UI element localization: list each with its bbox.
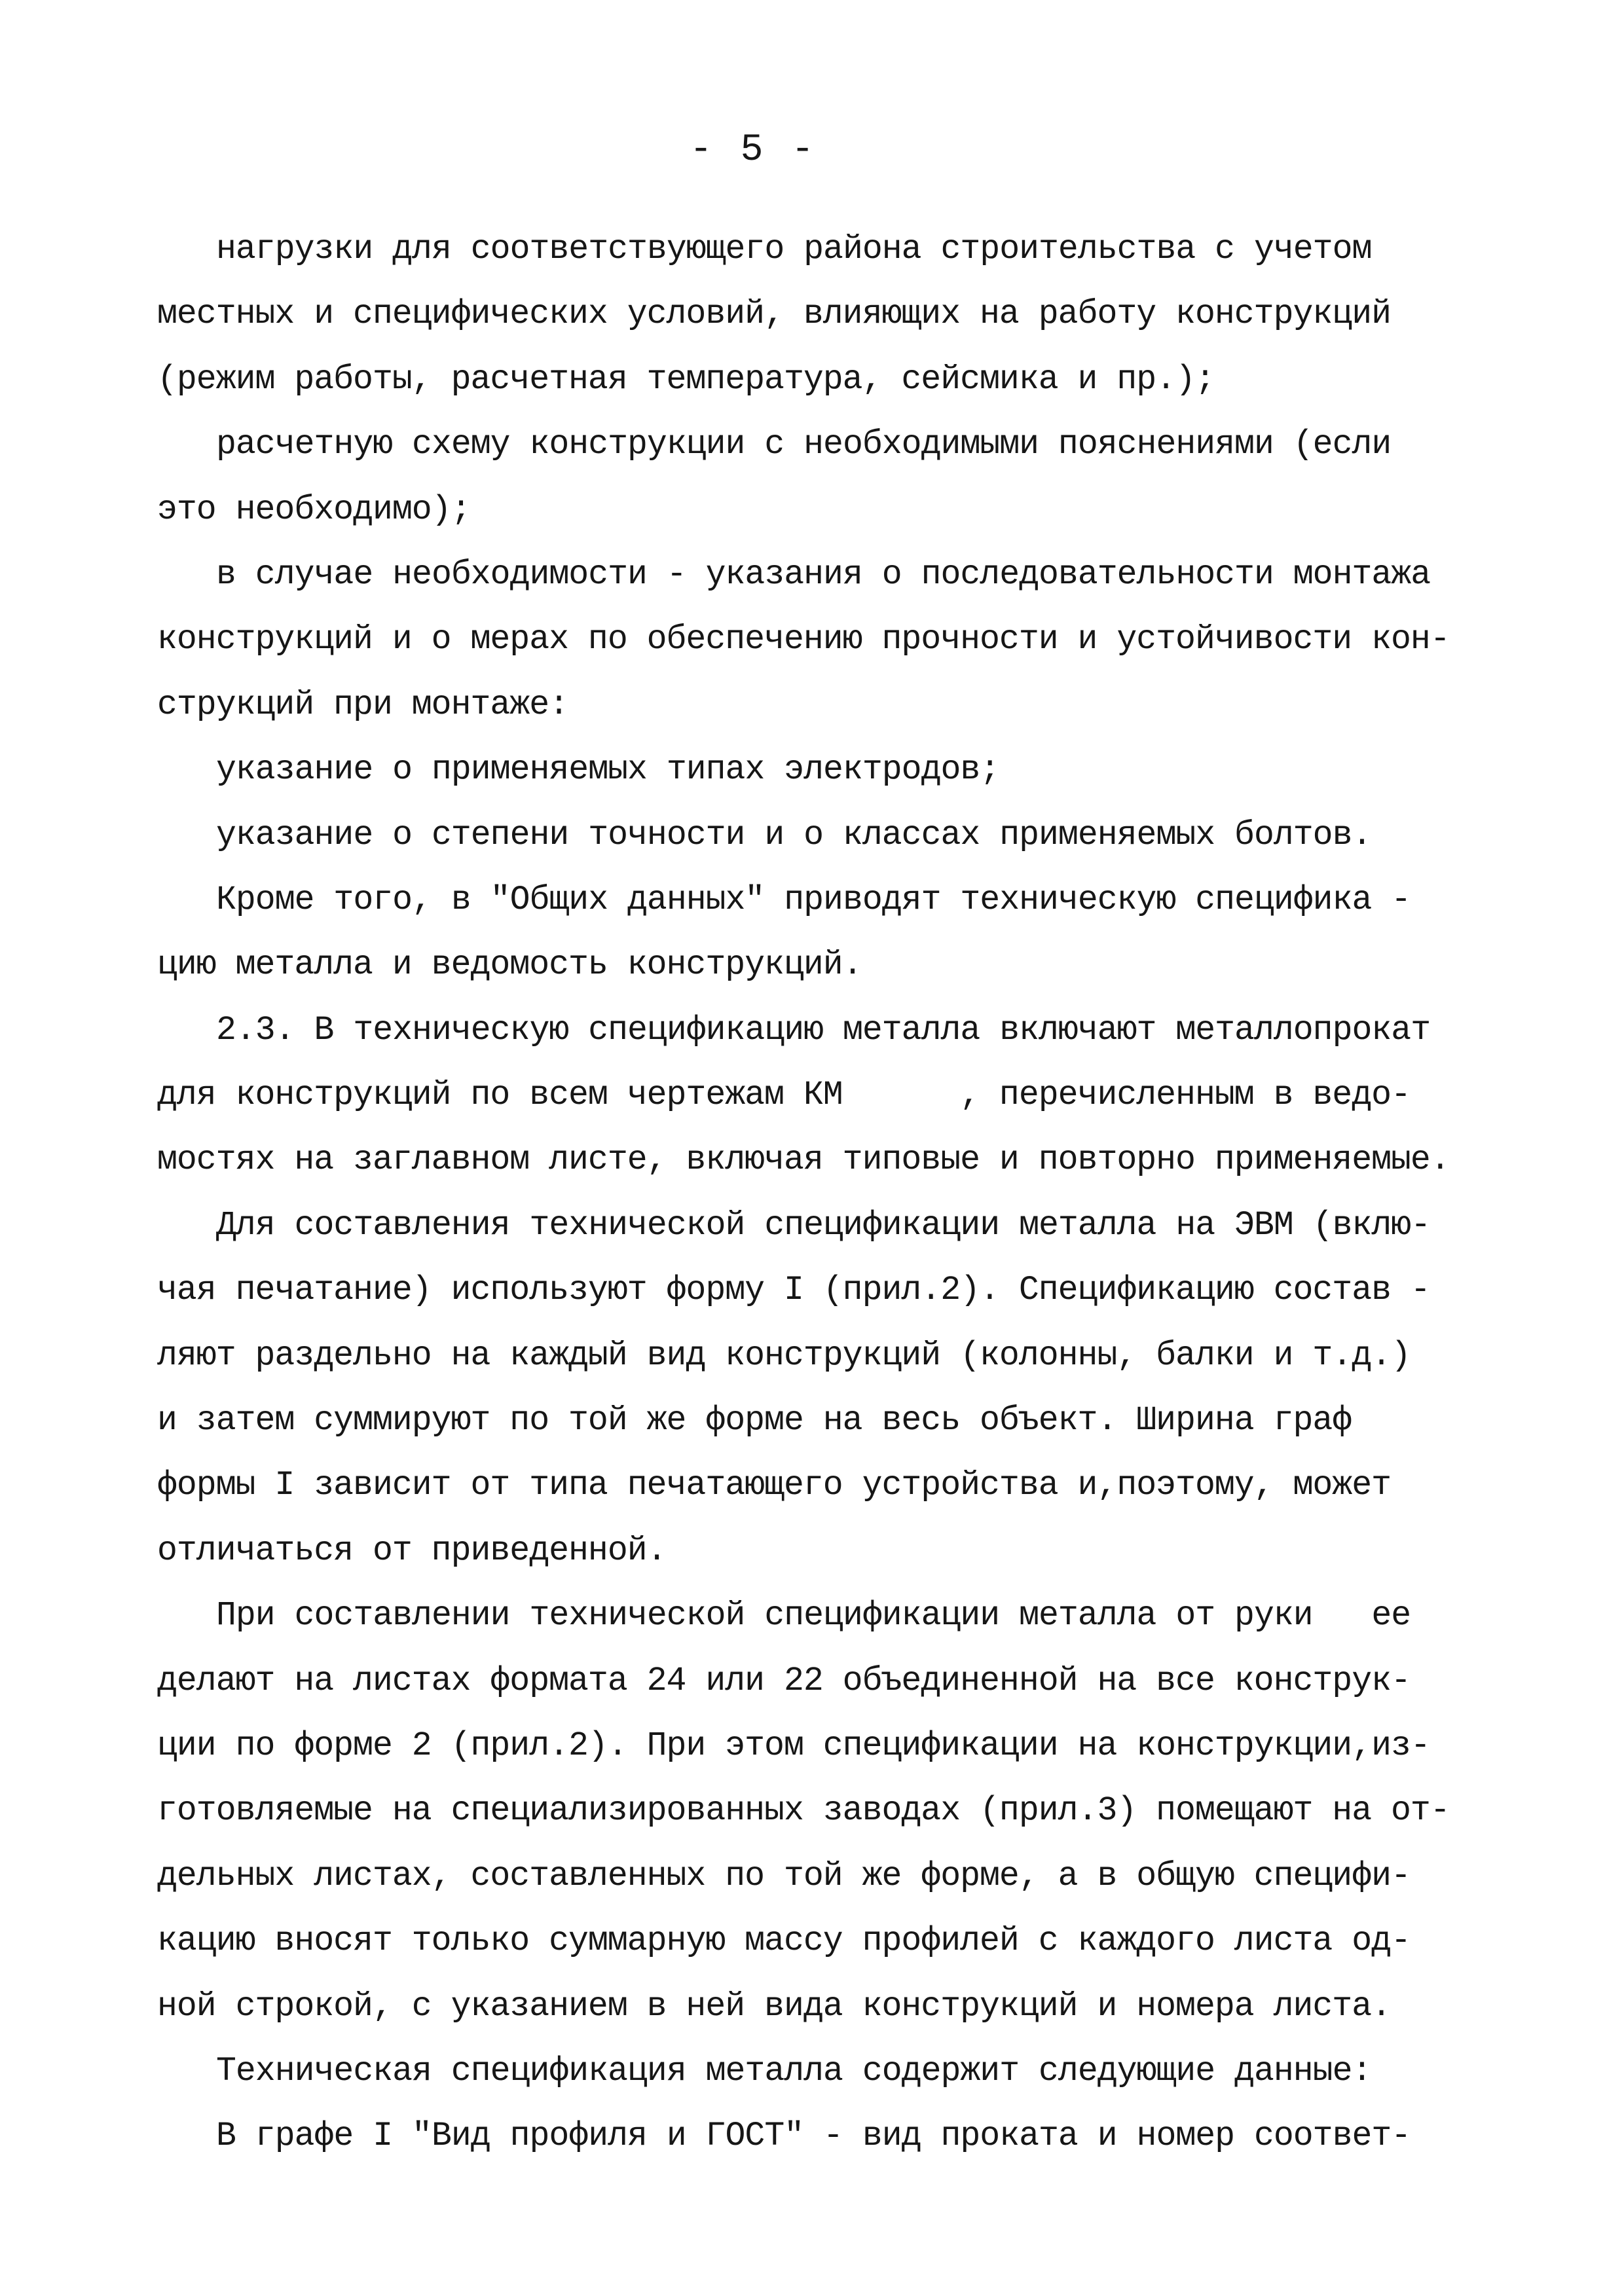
text-line: Для составления технической спецификации металла на ЭВМ (вклю- bbox=[216, 1206, 1431, 1245]
text-line: делают на листах формата 24 или 22 объединенной на все конструк- bbox=[157, 1662, 1411, 1700]
text-line: цию металла и ведомость конструкций. bbox=[157, 946, 862, 985]
text-line: (режим работы, расчетная температура, сейсмика и пр.); bbox=[157, 360, 1215, 399]
text-line: струкций при монтаже: bbox=[157, 685, 569, 724]
text-line: В графе I "Вид профиля и ГОСТ" - вид проката и номер соответ- bbox=[216, 2117, 1411, 2156]
text-line: Кроме того, в "Общих данных" приводят техническую специфика - bbox=[216, 881, 1411, 919]
text-line: конструкций и о мерах по обеспечению прочности и устойчивости кон- bbox=[157, 621, 1450, 659]
text-line: чая печатание) используют форму I (прил.2). Спецификацию состав - bbox=[157, 1271, 1430, 1310]
text-line: При составлении технической спецификации металла от руки ее bbox=[216, 1597, 1411, 1635]
text-line: дельных листах, составленных по той же форме, а в общую специфи- bbox=[157, 1857, 1411, 1895]
text-line: расчетную схему конструкции с необходимыми пояснениями (если bbox=[216, 426, 1392, 464]
text-line: и затем суммируют по той же форме на весь объект. Ширина граф bbox=[157, 1402, 1352, 1440]
text-line: это необходимо); bbox=[157, 490, 471, 529]
text-line: ляют раздельно на каждый вид конструкций (колонны, балки и т.д.) bbox=[157, 1336, 1411, 1375]
text-line: мостях на заглавном листе, включая типовые и повторно применяемые. bbox=[157, 1141, 1450, 1180]
document-body bbox=[157, 217, 1506, 2170]
page-number: - 5 - bbox=[689, 129, 817, 172]
text-line: кацию вносят только суммарную массу профилей с каждого листа од- bbox=[157, 1922, 1411, 1961]
text-line: для конструкций по всем чертежам КМ , перечисленным в ведо- bbox=[157, 1076, 1411, 1115]
text-line: Техническая спецификация металла содержит следующие данные: bbox=[216, 2052, 1372, 2090]
text-line: ции по форме 2 (прил.2). При этом спецификации на конструкции,из- bbox=[157, 1726, 1430, 1765]
text-line: 2.3. В техническую спецификацию металла включают металлопрокат bbox=[216, 1011, 1431, 1049]
text-line: в случае необходимости - указания о последовательности монтажа bbox=[216, 555, 1431, 594]
text-line: формы I зависит от типа печатающего устройства и,поэтому, может bbox=[157, 1467, 1392, 1505]
text-line: ной строкой, с указанием в ней вида конструкций и номера листа. bbox=[157, 1987, 1392, 2026]
text-line: указание о применяемых типах электродов; bbox=[216, 751, 1000, 790]
text-line: указание о степени точности и о классах применяемых болтов. bbox=[216, 816, 1372, 854]
text-line: готовляемые на специализированных заводах (прил.3) помещают на от- bbox=[157, 1792, 1450, 1831]
text-line: местных и специфических условий, влияющих на работу конструкций bbox=[157, 295, 1392, 334]
text-line: нагрузки для соответствующего района строительства с учетом bbox=[216, 230, 1372, 268]
text-line: отличаться от приведенной. bbox=[157, 1531, 667, 1570]
